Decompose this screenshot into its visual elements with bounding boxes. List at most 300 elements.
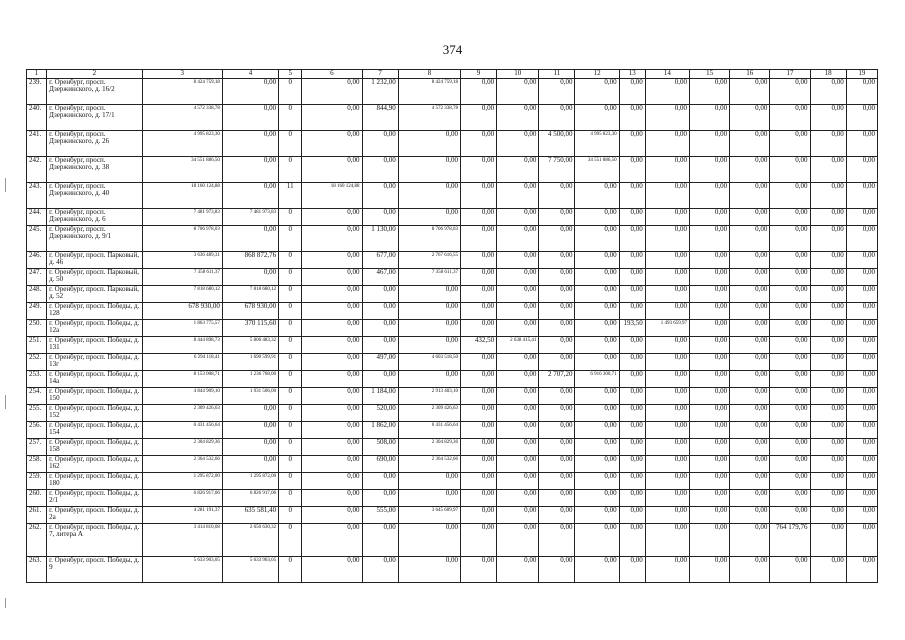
row-number: 262. (27, 523, 47, 556)
table-row (27, 370, 878, 387)
row-number: 256. (27, 421, 47, 438)
value-cell: 4 281 191,37 (142, 506, 222, 523)
value-cell: 0,00 (460, 156, 496, 182)
value-cell: 0,00 (846, 455, 877, 472)
address-cell: г. Оренбург, просп. Победы, д. 158 (47, 438, 142, 455)
value-cell: 0,00 (460, 130, 496, 156)
value-cell: 0,00 (460, 182, 496, 208)
value-cell: 4 995 823,30 (142, 130, 222, 156)
value-cell: 0,00 (539, 455, 575, 472)
row-number: 258. (27, 455, 47, 472)
value-cell: 0,00 (362, 302, 398, 319)
value-cell: 0,00 (689, 130, 729, 156)
value-cell: 0,00 (689, 523, 729, 556)
value-cell: 0,00 (575, 225, 619, 251)
header-cell: 2 (47, 70, 142, 79)
value-cell: 0,00 (730, 455, 770, 472)
value-cell: 0,00 (730, 387, 770, 404)
value-cell: 0,00 (302, 387, 362, 404)
value-cell: 0,00 (539, 268, 575, 285)
address-cell: г. Оренбург, просп. Победы, д. 131 (47, 336, 142, 353)
value-cell: 0,00 (689, 455, 729, 472)
value-cell: 0 (279, 225, 302, 251)
value-cell: 0,00 (645, 268, 689, 285)
value-cell: 0,00 (222, 78, 278, 104)
value-cell: 0,00 (302, 251, 362, 268)
value-cell: 0,00 (460, 438, 496, 455)
value-cell: 0,00 (810, 78, 846, 104)
value-cell: 0,00 (362, 472, 398, 489)
value-cell: 0 (279, 438, 302, 455)
value-cell: 0 (279, 472, 302, 489)
value-cell: 6 826 917,06 (142, 489, 222, 506)
value-cell: 0,00 (575, 523, 619, 556)
value-cell: 0,00 (497, 404, 539, 421)
value-cell: 0,00 (302, 208, 362, 225)
value-cell: 0,00 (645, 285, 689, 302)
table-row (27, 455, 878, 472)
value-cell: 0,00 (619, 489, 645, 506)
value-cell: 0,00 (539, 319, 575, 336)
value-cell: 0,00 (846, 104, 877, 130)
address-cell: г. Оренбург, просп. Парковый, д. 52 (47, 285, 142, 302)
value-cell: 0,00 (362, 336, 398, 353)
address-cell: г. Оренбург, просп. Дзержинского, д. 6 (47, 208, 142, 225)
value-cell: 0,00 (619, 353, 645, 370)
value-cell: 0,00 (846, 78, 877, 104)
value-cell: 0,00 (770, 319, 810, 336)
header-cell: 14 (645, 70, 689, 79)
value-cell: 0,00 (539, 523, 575, 556)
value-cell: 0,00 (398, 472, 460, 489)
value-cell: 0,00 (302, 370, 362, 387)
value-cell: 0,00 (497, 370, 539, 387)
table-row (27, 268, 878, 285)
value-cell: 18 160 124,88 (302, 182, 362, 208)
value-cell: 0,00 (846, 556, 877, 582)
table-row (27, 319, 878, 336)
value-cell: 0,00 (689, 78, 729, 104)
value-cell: 0,00 (575, 438, 619, 455)
value-cell: 0 (279, 421, 302, 438)
value-cell: 0,00 (460, 251, 496, 268)
value-cell: 0,00 (460, 285, 496, 302)
value-cell: 0,00 (302, 336, 362, 353)
value-cell: 0,00 (302, 489, 362, 506)
value-cell: 0,00 (689, 421, 729, 438)
address-cell: г. Оренбург, просп. Победы, д. 13г (47, 353, 142, 370)
value-cell: 0 (279, 156, 302, 182)
value-cell: 0,00 (460, 421, 496, 438)
value-cell: 0,00 (730, 156, 770, 182)
value-cell: 0,00 (645, 225, 689, 251)
value-cell: 0,00 (619, 455, 645, 472)
value-cell: 1 130,00 (362, 225, 398, 251)
value-cell: 0,00 (497, 156, 539, 182)
value-cell: 0 (279, 387, 302, 404)
value-cell: 0,00 (398, 489, 460, 506)
value-cell: 0 (279, 523, 302, 556)
value-cell: 0,00 (645, 208, 689, 225)
value-cell: 6 431 456,64 (142, 421, 222, 438)
header-cell: 19 (846, 70, 877, 79)
table-row (27, 130, 878, 156)
value-cell: 0,00 (730, 404, 770, 421)
table-row (27, 506, 878, 523)
margin-mark (5, 598, 6, 608)
table-row (27, 404, 878, 421)
row-number: 248. (27, 285, 47, 302)
value-cell: 0,00 (460, 78, 496, 104)
value-cell: 4 995 823,30 (575, 130, 619, 156)
value-cell: 0,00 (770, 104, 810, 130)
address-cell: г. Оренбург, просп. Победы, д. 7, литера А (47, 523, 142, 556)
header-cell: 18 (810, 70, 846, 79)
value-cell: 1 493 659,97 (645, 319, 689, 336)
value-cell: 0,00 (460, 455, 496, 472)
header-cell: 4 (222, 70, 278, 79)
value-cell: 0,00 (497, 225, 539, 251)
value-cell: 0,00 (770, 404, 810, 421)
value-cell: 0,00 (846, 421, 877, 438)
value-cell: 0,00 (460, 268, 496, 285)
value-cell: 0,00 (689, 353, 729, 370)
value-cell: 0,00 (575, 387, 619, 404)
row-number: 240. (27, 104, 47, 130)
value-cell: 0,00 (770, 421, 810, 438)
value-cell: 0,00 (619, 438, 645, 455)
row-number: 241. (27, 130, 47, 156)
value-cell: 0,00 (460, 225, 496, 251)
value-cell: 0,00 (730, 489, 770, 506)
value-cell: 0,00 (810, 489, 846, 506)
value-cell: 0,00 (619, 404, 645, 421)
value-cell: 0,00 (398, 156, 460, 182)
value-cell: 0,00 (689, 285, 729, 302)
value-cell: 0,00 (810, 370, 846, 387)
value-cell: 0,00 (689, 370, 729, 387)
value-cell: 0,00 (770, 251, 810, 268)
value-cell: 0,00 (645, 78, 689, 104)
value-cell: 1 295 872,00 (142, 472, 222, 489)
value-cell: 0,00 (730, 472, 770, 489)
value-cell: 0,00 (362, 370, 398, 387)
header-cell: 16 (730, 70, 770, 79)
value-cell: 0,00 (730, 104, 770, 130)
value-cell: 0,00 (619, 225, 645, 251)
value-cell: 0,00 (619, 268, 645, 285)
table-row (27, 387, 878, 404)
address-cell: г. Оренбург, просп. Победы, д. 14а (47, 370, 142, 387)
value-cell: 0,00 (222, 156, 278, 182)
value-cell: 0,00 (302, 421, 362, 438)
value-cell: 0,00 (539, 472, 575, 489)
value-cell: 0,00 (645, 489, 689, 506)
value-cell: 0 (279, 208, 302, 225)
row-number: 254. (27, 387, 47, 404)
value-cell: 0,00 (497, 302, 539, 319)
value-cell: 0,00 (846, 285, 877, 302)
value-cell: 0,00 (575, 251, 619, 268)
value-cell: 0,00 (575, 556, 619, 582)
value-cell: 0,00 (730, 78, 770, 104)
address-cell: г. Оренбург, просп. Дзержинского, д. 9/1 (47, 225, 142, 251)
value-cell: 0,00 (222, 268, 278, 285)
table-row (27, 182, 878, 208)
page-number: 374 (442, 42, 463, 57)
value-cell: 0,00 (730, 302, 770, 319)
value-cell: 0,00 (302, 130, 362, 156)
value-cell: 0,00 (689, 182, 729, 208)
table-row (27, 104, 878, 130)
value-cell: 4 572 338,78 (142, 104, 222, 130)
value-cell: 5 806 483,32 (222, 336, 278, 353)
value-cell: 0,00 (302, 319, 362, 336)
value-cell: 5 633 903,05 (222, 556, 278, 582)
value-cell: 0,00 (810, 455, 846, 472)
value-cell: 0,00 (689, 556, 729, 582)
value-cell: 7 481 973,83 (222, 208, 278, 225)
value-cell: 0 (279, 455, 302, 472)
value-cell: 0,00 (222, 455, 278, 472)
value-cell: 555,00 (362, 506, 398, 523)
value-cell: 7 358 611,37 (398, 268, 460, 285)
value-cell: 0,00 (398, 208, 460, 225)
value-cell: 0,00 (730, 336, 770, 353)
table-row (27, 302, 878, 319)
value-cell: 0,00 (575, 472, 619, 489)
value-cell: 0,00 (770, 506, 810, 523)
value-cell: 0,00 (770, 556, 810, 582)
value-cell: 0,00 (619, 104, 645, 130)
value-cell: 635 581,40 (222, 506, 278, 523)
value-cell: 0,00 (645, 353, 689, 370)
address-cell: г. Оренбург, просп. Дзержинского, д. 16/2 (47, 78, 142, 104)
value-cell: 8 424 759,18 (142, 78, 222, 104)
header-cell: 7 (362, 70, 398, 79)
value-cell: 678 930,00 (142, 302, 222, 319)
value-cell: 0,00 (770, 472, 810, 489)
value-cell: 0,00 (497, 387, 539, 404)
header-cell: 15 (689, 70, 729, 79)
value-cell: 0,00 (619, 156, 645, 182)
value-cell: 4 603 518,50 (398, 353, 460, 370)
value-cell: 18 160 124,88 (142, 182, 222, 208)
value-cell: 0,00 (770, 268, 810, 285)
value-cell: 0,00 (575, 302, 619, 319)
value-cell: 0,00 (730, 319, 770, 336)
value-cell: 0,00 (302, 78, 362, 104)
value-cell: 0,00 (539, 421, 575, 438)
value-cell: 2 913 403,10 (398, 387, 460, 404)
value-cell: 11 (279, 182, 302, 208)
value-cell: 0,00 (497, 472, 539, 489)
value-cell: 0,00 (770, 156, 810, 182)
value-cell: 0,00 (497, 489, 539, 506)
value-cell: 0,00 (770, 182, 810, 208)
value-cell: 0,00 (575, 268, 619, 285)
value-cell: 0,00 (539, 506, 575, 523)
value-cell: 0,00 (846, 387, 877, 404)
value-cell: 0,00 (810, 556, 846, 582)
value-cell: 0,00 (575, 285, 619, 302)
value-cell: 0,00 (846, 353, 877, 370)
value-cell: 1 931 506,00 (222, 387, 278, 404)
address-cell: г. Оренбург, просп. Дзержинского, д. 38 (47, 156, 142, 182)
value-cell: 0 (279, 319, 302, 336)
value-cell: 0,00 (810, 387, 846, 404)
value-cell: 0,00 (770, 370, 810, 387)
value-cell: 0,00 (645, 472, 689, 489)
value-cell: 3 636 489,31 (142, 251, 222, 268)
value-cell: 0,00 (575, 78, 619, 104)
value-cell: 0,00 (539, 556, 575, 582)
row-number: 255. (27, 404, 47, 421)
value-cell: 0,00 (362, 208, 398, 225)
value-cell: 0,00 (460, 472, 496, 489)
value-cell: 0,00 (810, 156, 846, 182)
value-cell: 0,00 (846, 336, 877, 353)
value-cell: 0,00 (362, 523, 398, 556)
value-cell: 0,00 (222, 225, 278, 251)
value-cell: 0 (279, 130, 302, 156)
value-cell: 0,00 (619, 506, 645, 523)
value-cell: 0,00 (846, 319, 877, 336)
registry-table (26, 69, 878, 583)
value-cell: 193,50 (619, 319, 645, 336)
value-cell: 0,00 (398, 336, 460, 353)
value-cell: 0,00 (846, 438, 877, 455)
value-cell: 0,00 (460, 556, 496, 582)
value-cell: 0,00 (302, 268, 362, 285)
value-cell: 0,00 (810, 285, 846, 302)
value-cell: 0,00 (539, 182, 575, 208)
table-row (27, 251, 878, 268)
value-cell: 0,00 (689, 225, 729, 251)
value-cell: 0,00 (730, 506, 770, 523)
row-number: 261. (27, 506, 47, 523)
value-cell: 0,00 (645, 556, 689, 582)
value-cell: 0,00 (730, 251, 770, 268)
value-cell: 0,00 (810, 336, 846, 353)
value-cell: 0,00 (302, 506, 362, 523)
value-cell: 2 767 616,55 (398, 251, 460, 268)
value-cell: 0,00 (730, 421, 770, 438)
address-cell: г. Оренбург, просп. Победы, д. 128 (47, 302, 142, 319)
value-cell: 6 431 456,64 (398, 421, 460, 438)
value-cell: 0,00 (619, 130, 645, 156)
value-cell: 0,00 (689, 438, 729, 455)
row-number: 252. (27, 353, 47, 370)
value-cell: 0,00 (730, 523, 770, 556)
value-cell: 0 (279, 251, 302, 268)
value-cell: 0,00 (689, 302, 729, 319)
value-cell: 0,00 (770, 353, 810, 370)
address-cell: г. Оренбург, просп. Дзержинского, д. 17/1 (47, 104, 142, 130)
value-cell: 0,00 (460, 523, 496, 556)
header-cell: 5 (279, 70, 302, 79)
table-row (27, 208, 878, 225)
row-number: 249. (27, 302, 47, 319)
value-cell: 0,00 (222, 104, 278, 130)
value-cell: 0,00 (846, 370, 877, 387)
value-cell: 7 750,00 (539, 156, 575, 182)
value-cell: 0 (279, 370, 302, 387)
address-cell: г. Оренбург, просп. Победы, д. 152 (47, 404, 142, 421)
value-cell: 0,00 (730, 370, 770, 387)
value-cell: 0,00 (689, 268, 729, 285)
value-cell: 0 (279, 556, 302, 582)
value-cell: 0,00 (497, 78, 539, 104)
value-cell: 0,00 (810, 421, 846, 438)
header-cell: 10 (497, 70, 539, 79)
value-cell: 0,00 (398, 182, 460, 208)
value-cell: 0,00 (810, 225, 846, 251)
value-cell: 0,00 (619, 208, 645, 225)
value-cell: 0,00 (497, 506, 539, 523)
value-cell: 0,00 (619, 78, 645, 104)
value-cell: 0 (279, 104, 302, 130)
table-row (27, 225, 878, 251)
value-cell: 0,00 (770, 336, 810, 353)
value-cell: 0,00 (460, 353, 496, 370)
value-cell: 0,00 (497, 319, 539, 336)
value-cell: 0,00 (770, 438, 810, 455)
value-cell: 0,00 (575, 489, 619, 506)
value-cell: 0,00 (302, 156, 362, 182)
value-cell: 0,00 (846, 268, 877, 285)
address-cell: г. Оренбург, просп. Победы, д. 12а (47, 319, 142, 336)
row-number: 245. (27, 225, 47, 251)
value-cell: 6 826 917,06 (222, 489, 278, 506)
value-cell: 0,00 (846, 472, 877, 489)
value-cell: 432,50 (460, 336, 496, 353)
value-cell: 0,00 (539, 78, 575, 104)
value-cell: 0,00 (730, 130, 770, 156)
value-cell: 0,00 (362, 319, 398, 336)
value-cell: 0,00 (302, 523, 362, 556)
table-row (27, 421, 878, 438)
value-cell: 8 706 978,03 (142, 225, 222, 251)
value-cell: 0,00 (575, 208, 619, 225)
margin-mark (5, 178, 6, 192)
value-cell: 844,90 (362, 104, 398, 130)
header-cell: 9 (460, 70, 496, 79)
value-cell: 1 862,00 (362, 421, 398, 438)
value-cell: 0,00 (575, 104, 619, 130)
header-cell: 13 (619, 70, 645, 79)
value-cell: 0,00 (619, 387, 645, 404)
value-cell: 0,00 (222, 438, 278, 455)
value-cell: 0 (279, 353, 302, 370)
value-cell: 0,00 (846, 208, 877, 225)
value-cell: 0,00 (619, 472, 645, 489)
value-cell: 1 863 775,57 (142, 319, 222, 336)
value-cell: 7 358 611,37 (142, 268, 222, 285)
value-cell: 5 633 903,05 (142, 556, 222, 582)
value-cell: 0,00 (398, 285, 460, 302)
value-cell: 0,00 (619, 336, 645, 353)
value-cell: 0 (279, 268, 302, 285)
value-cell: 0,00 (810, 506, 846, 523)
value-cell: 0,00 (302, 556, 362, 582)
value-cell: 0,00 (689, 472, 729, 489)
value-cell: 34 551 886,50 (142, 156, 222, 182)
row-number: 247. (27, 268, 47, 285)
value-cell: 0,00 (645, 387, 689, 404)
value-cell: 0,00 (460, 104, 496, 130)
value-cell: 0,00 (497, 182, 539, 208)
